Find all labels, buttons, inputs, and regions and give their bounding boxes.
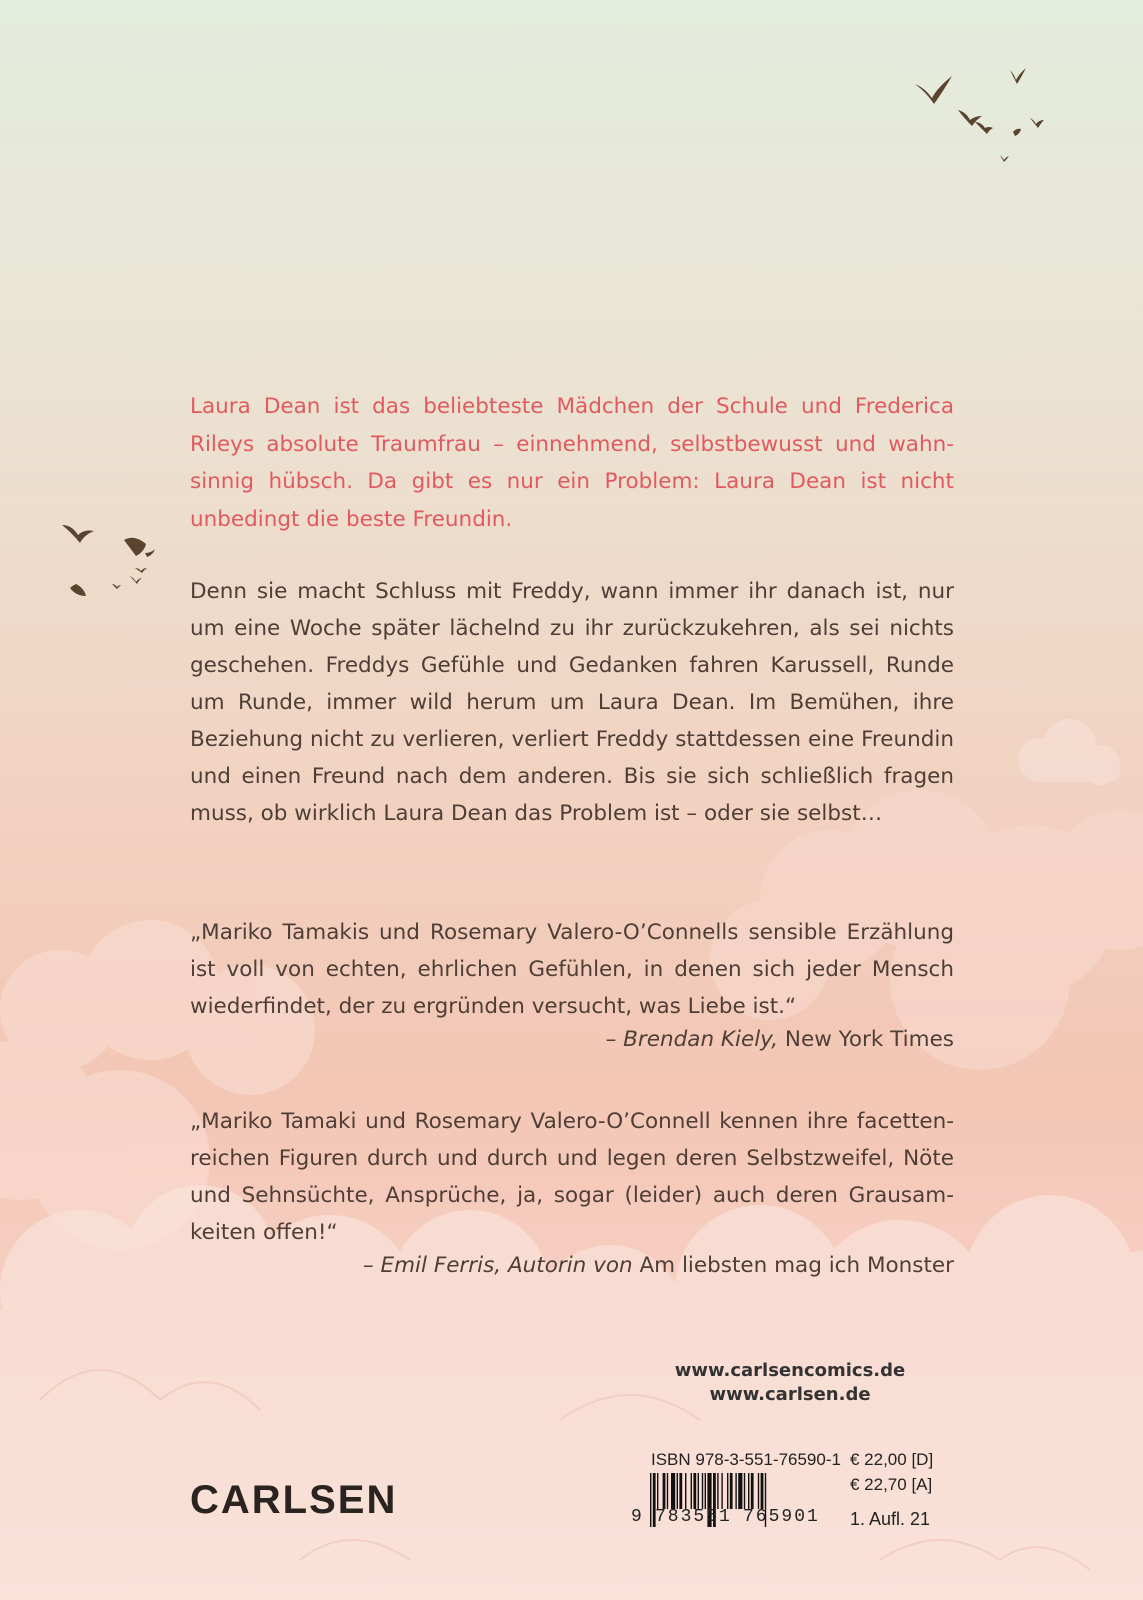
price-germany: € 22,00 [D] <box>850 1450 934 1469</box>
review-author-2: Emil Ferris, Autorin von <box>380 1253 633 1278</box>
review-source-2: Am liebsten mag ich Monster <box>632 1253 954 1278</box>
isbn-number: ISBN 978-3-551-76590-1 <box>651 1450 841 1469</box>
birds-left <box>62 525 155 596</box>
barcode-bar <box>717 1473 718 1509</box>
barcode-bar <box>663 1473 666 1509</box>
attribution-dash: – <box>605 1027 624 1052</box>
review-attribution-1 <box>606 1027 954 1052</box>
barcode-bar <box>677 1473 678 1509</box>
barcode-bar <box>761 1473 764 1509</box>
price-austria: € 22,70 [A] <box>850 1475 933 1494</box>
barcode-bar <box>721 1473 722 1509</box>
barcode-bar <box>751 1473 754 1509</box>
barcode-bar <box>685 1473 686 1509</box>
barcode-bar <box>738 1473 742 1509</box>
barcode-bar <box>727 1473 728 1509</box>
barcode-bar <box>705 1473 706 1509</box>
barcode-bar <box>735 1473 736 1509</box>
barcode-bar <box>702 1473 703 1509</box>
ean-right-group: 765901 <box>743 1507 820 1527</box>
barcode-bar <box>748 1473 749 1509</box>
barcode-bar <box>667 1473 668 1509</box>
barcode-bar <box>691 1473 692 1509</box>
website-link-carlsen[interactable]: www.carlsen.de <box>709 1384 871 1405</box>
review-source-1: New York Times <box>778 1027 954 1052</box>
barcode-bar <box>693 1473 696 1509</box>
review-quote-2: „Mariko Tamaki und Rosemary Valero-O’Connell kennen ihre facettenreichen Figuren durch und durch und legen deren Selbstzweifel, Nöte und Sehnsüchte, Ansprüche, ja, sogar (leider) auch deren Grausamkeiten offen!“ <box>190 1109 954 1245</box>
blurb-text: Laura Dean ist das beliebteste Mädchen der Schule und Frederica Rileys absolute Traumfrau – einnehmend, selbstbewusst und wahnsinnig hübsch. Da gibt es nur ein Problem: Laura Dean ist nicht unbedingt die beste Freundin. <box>190 394 954 532</box>
review-author-1: Brendan Kiely, <box>623 1027 779 1052</box>
website-link-carlsencomics[interactable]: www.carlsencomics.de <box>674 1360 906 1381</box>
barcode-bar <box>671 1473 675 1509</box>
review-quote-1: „Mariko Tamakis und Rosemary Valero-O’Connells sensible Erzählung ist voll von echten, ehrlichen Gefühlen, in denen sich jeder Mensch wiederfindet, der zu ergründen versucht, was Liebe ist.“ <box>190 920 954 1019</box>
ean-left-group: 783551 <box>655 1507 732 1527</box>
barcode-bar <box>758 1473 759 1509</box>
ean-first-digit: 9 <box>631 1507 642 1527</box>
attribution-dash: – <box>362 1253 381 1278</box>
barcode-bar <box>730 1473 733 1509</box>
review-attribution-2 <box>363 1253 954 1278</box>
birds-top-right <box>915 68 1044 162</box>
barcode-bar <box>698 1473 699 1509</box>
barcode-bar <box>657 1473 658 1509</box>
barcode-bar <box>744 1473 745 1509</box>
synopsis-text: Denn sie macht Schluss mit Freddy, wann immer ihr danach ist, nur um eine Woche später lächelnd zu ihr zurückzukehren, als sei nichts geschehen. Freddys Gefühle und Gedanken fahren Karussell, Runde um Runde, immer wild herum um Laura Dean. Im Bemühen, ihre Beziehung nicht zu verlieren, verliert Freddy stattdessen eine Freundin und einen Freund nach dem anderen. Bis sie sich schließlich fragen muss, ob wirklich Laura Dean das Problem ist – oder sie selbst… <box>190 579 954 826</box>
barcode-bar <box>679 1473 682 1509</box>
barcode-bar <box>650 1473 651 1527</box>
carlsen-logo: CARLSEN <box>190 1478 398 1522</box>
edition-label: 1. Aufl. 21 <box>850 1509 931 1529</box>
